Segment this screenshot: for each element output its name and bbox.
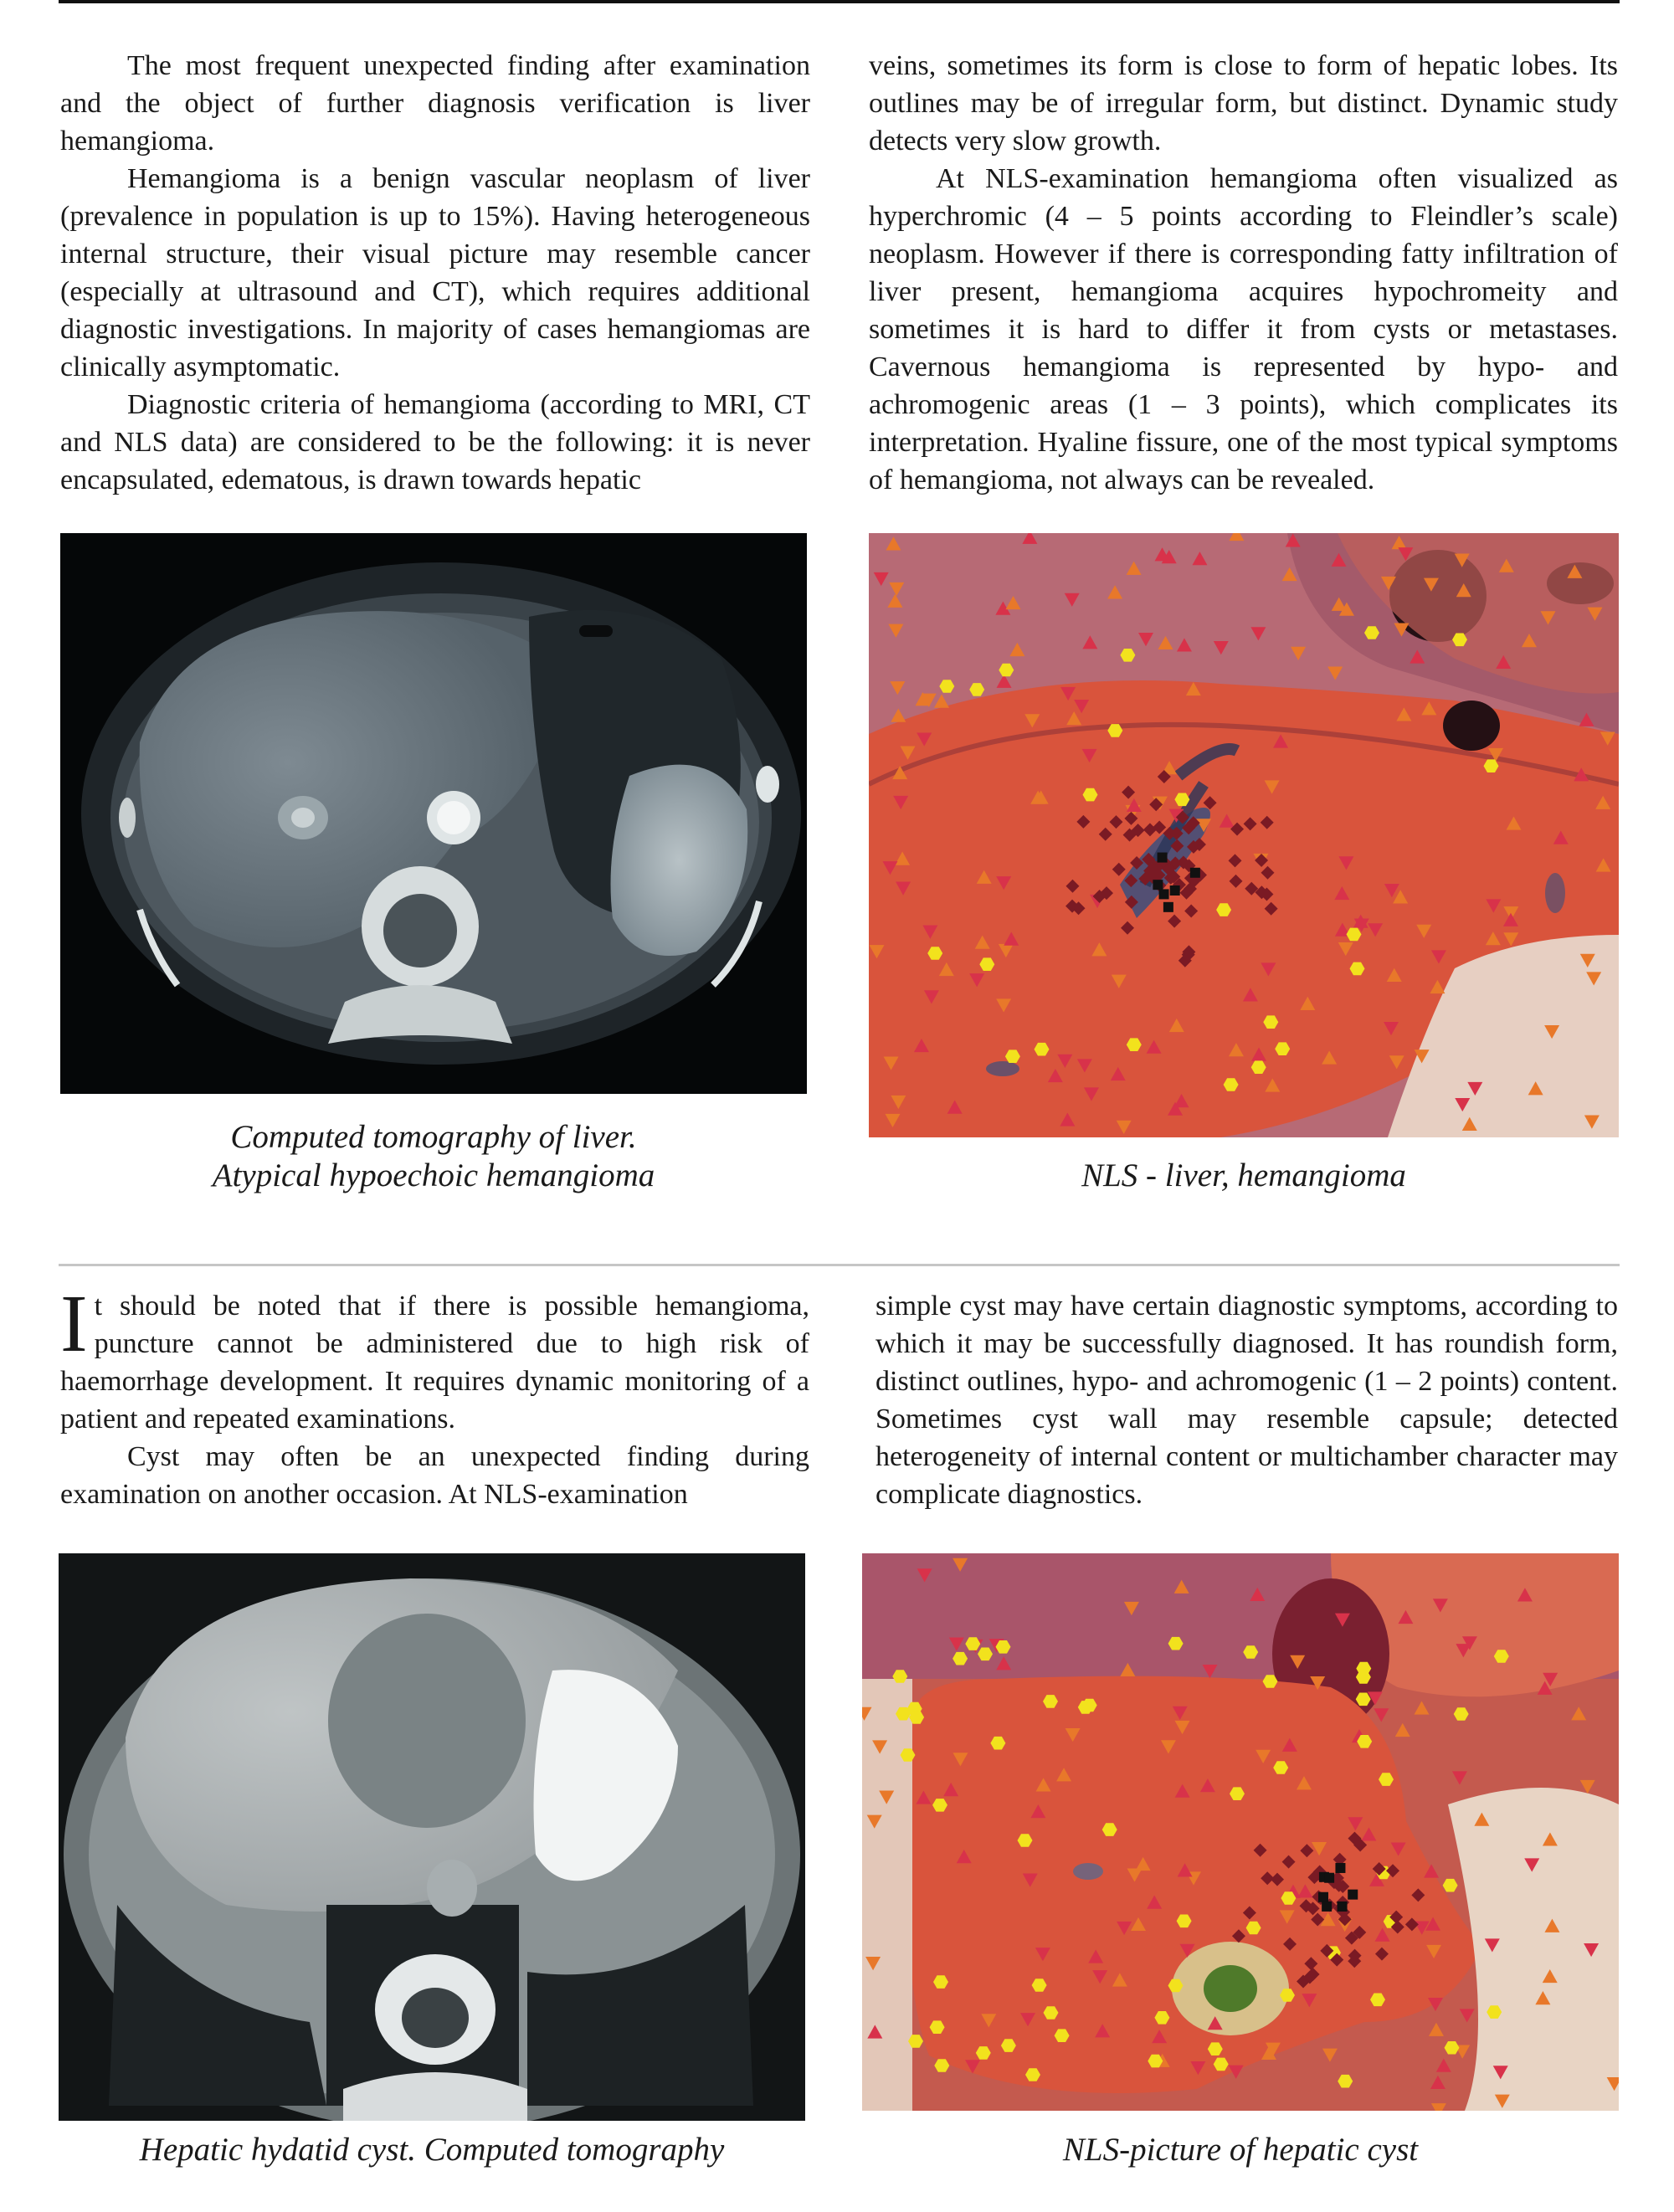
top-rule [59, 0, 1620, 3]
section2-right-column [876, 1287, 1618, 1513]
paragraph: The most frequent unexpected finding after examination and the object of further diagnosis verification is liver hemangioma. [60, 50, 810, 157]
paragraph: Cyst may often be an unexpected finding during examination on another occasion. At NLS-examination [60, 1441, 809, 1510]
section1-left-column [60, 47, 810, 499]
nls-cyst-image [862, 1553, 1619, 2111]
paragraph: It should be noted that if there is possible hemangioma, puncture cannot be administered due to high risk of haemorrhage development. It requires dynamic monitoring of a patient and repeated examinations. [60, 1279, 809, 1434]
drop-cap: I [60, 1279, 88, 1369]
paragraph: veins, sometimes its form is close to form of hepatic lobes. Its outlines may be of irregular form, but distinct. Dynamic study detects very slow growth. [869, 50, 1618, 157]
figure-caption: Computed tomography of liver. Atypical hypoechoic hemangioma [212, 1119, 655, 1193]
section1-right-column [869, 47, 1618, 499]
section-divider [59, 1264, 1620, 1266]
section2-left-column [60, 1279, 809, 1513]
paragraph: Hemangioma is a benign vascular neoplasm of liver (prevalence in population is up to 15%). Having heterogeneous internal structure, their visual picture may resemble cancer (especially at ultrasound and CT), which requires additional diagnostic investigations. In majority of cases hemangiomas are clinically asymptomatic. [60, 163, 810, 382]
paragraph: At NLS-examination hemangioma often visualized as hyperchromic (4 – 5 points according to Fleindler’s scale) neoplasm. However if there is corresponding fatty infiltration of liver present, hemangioma acquires hypochromeity and sometimes it is hard to differ it from cysts or metastases. Cavernous hemangioma is represented by hypo- and achromogenic areas (1 – 3 points), which complicates its interpretation. Hyaline fissure, one of the most typical symptoms of hemangioma, not always can be revealed. [869, 163, 1618, 495]
ct-cyst-image [59, 1553, 805, 2121]
figure-caption: NLS - liver, hemangioma [1081, 1157, 1406, 1193]
ct-liver-image [60, 533, 807, 1094]
figure-caption: NLS-picture of hepatic cyst [1062, 2132, 1419, 2168]
figure-caption: Hepatic hydatid cyst. Computed tomography [139, 2132, 725, 2168]
nls-hemangioma-image [869, 533, 1619, 1137]
paragraph: Diagnostic criteria of hemangioma (according to MRI, CT and NLS data) are considered to be the following: it is never encapsulated, edematous, is drawn towards hepatic [60, 389, 810, 495]
paragraph: simple cyst may have certain diagnostic symptoms, according to which it may be successfully diagnosed. It has roundish form, distinct outlines, hypo- and achromogenic (1 – 2 points) content. Sometimes cyst wall may resemble capsule; detected heterogeneity of internal content or multichamber character may complicate diagnostics. [876, 1291, 1618, 1510]
